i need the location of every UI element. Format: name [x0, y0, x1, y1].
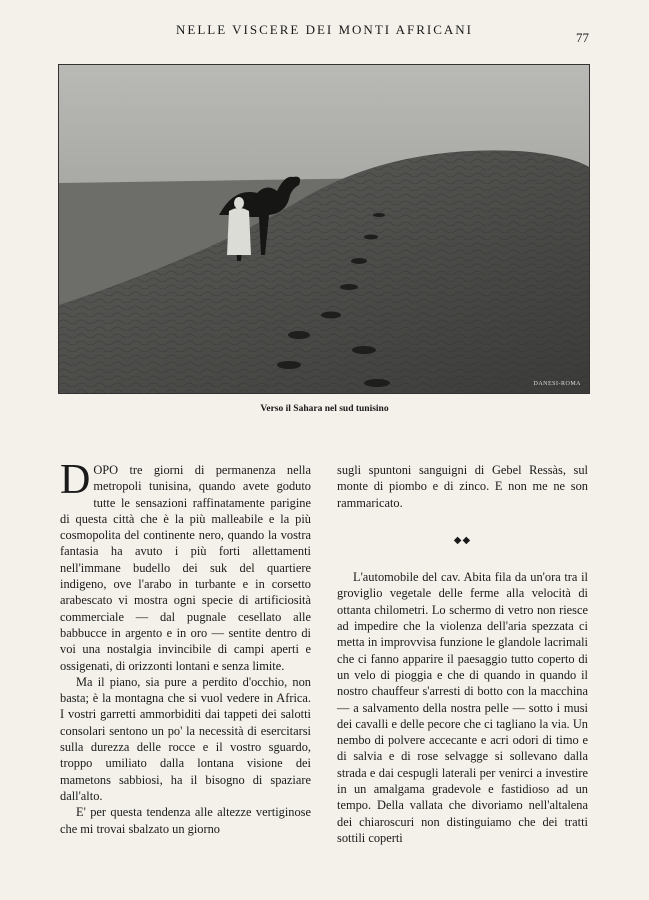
drop-cap: D	[60, 457, 91, 503]
paragraph-4: sugli spuntoni sanguigni di Gebel Ressàs, sul monte di piombo e di zinco. E non me ne son rammaricato.	[337, 463, 588, 510]
paragraph-5: L'automobile del cav. Abita fila da un'ora tra il groviglio vegetale delle ferme alla velocità di ottanta chilometri. Lo schermo di vetro non riesce ad impedire che la violenza dell'aria spezzata ci metta in improvvisa funzione le glandole lacrimali che ci fanno apparire il paesaggio tutto coperto di un velo di pioggia e che di quando in quando il nostro chauffeur s'arresti di botto con la macchina — a salvamento della nostra pelle — sotto i musi dei cavalli e delle pecore che ci tagliano la via. Un nembo di polvere accecante e acri odori di timo e di salvia e di rose selvagge si sollevano dalla strada e dai cespugli laterali per venirci a investire in un amalgama gradevole e fastidioso ad un tempo. Della vallata che divoriamo nell'altalena dei chiaroscuri non distinguiamo che dei tratti sottili coperti	[337, 570, 588, 845]
right-text-column	[337, 462, 588, 846]
paragraph-1-text: OPO tre giorni di permanenza nella metropoli tunisina, quando avete goduto tutte le sensazioni raffinatamente parigine di questa città che è la più malleabile e la più cosmopolita del continente nero, quando la vostra fantasia ha avuto i più forti allettamenti nell'immane budello dei suk del quartiere indigeno, ove l'arabo in turbante e in corsetto arabescato vi mostra ogni specie di artificiosità commerciale — dal pugnale cesellato alle babbucce in argento e in oro — sentite dentro di voi una nostalgia invincibile di campi aperti e ossigenati, di orizzonti lontani e senza limite.	[60, 463, 311, 673]
paragraph-1	[60, 457, 311, 674]
section-ornament: ◆◆	[453, 534, 472, 546]
paragraph-3: E' per questa tendenza alle altezze vertiginose che mi trovai sbalzato un giorno	[60, 805, 311, 836]
desert-scene-illustration	[59, 65, 589, 393]
figure-caption: Verso il Sahara nel sud tunisino	[260, 404, 389, 414]
desert-photograph	[58, 64, 590, 394]
photo-credit: DANESI-ROMA	[533, 381, 581, 387]
left-text-column	[60, 457, 311, 837]
running-title: NELLE VISCERE DEI MONTI AFRICANI	[175, 22, 474, 37]
paragraph-2: Ma il piano, sia pure a perdito d'occhio, non basta; è la montagna che si vuol vedere in Africa. I vostri garretti ammorbiditi dai tappeti dei salotti consolari sentono un po' la necessità di esercitarsi sulla durezza delle rocce e il vostro sguardo, troppo umiliato dalla lontana visione dei mametons sabbiosi, ha il bisogno di spaziare dall'alto.	[60, 674, 311, 803]
page-number: 77	[576, 30, 589, 45]
